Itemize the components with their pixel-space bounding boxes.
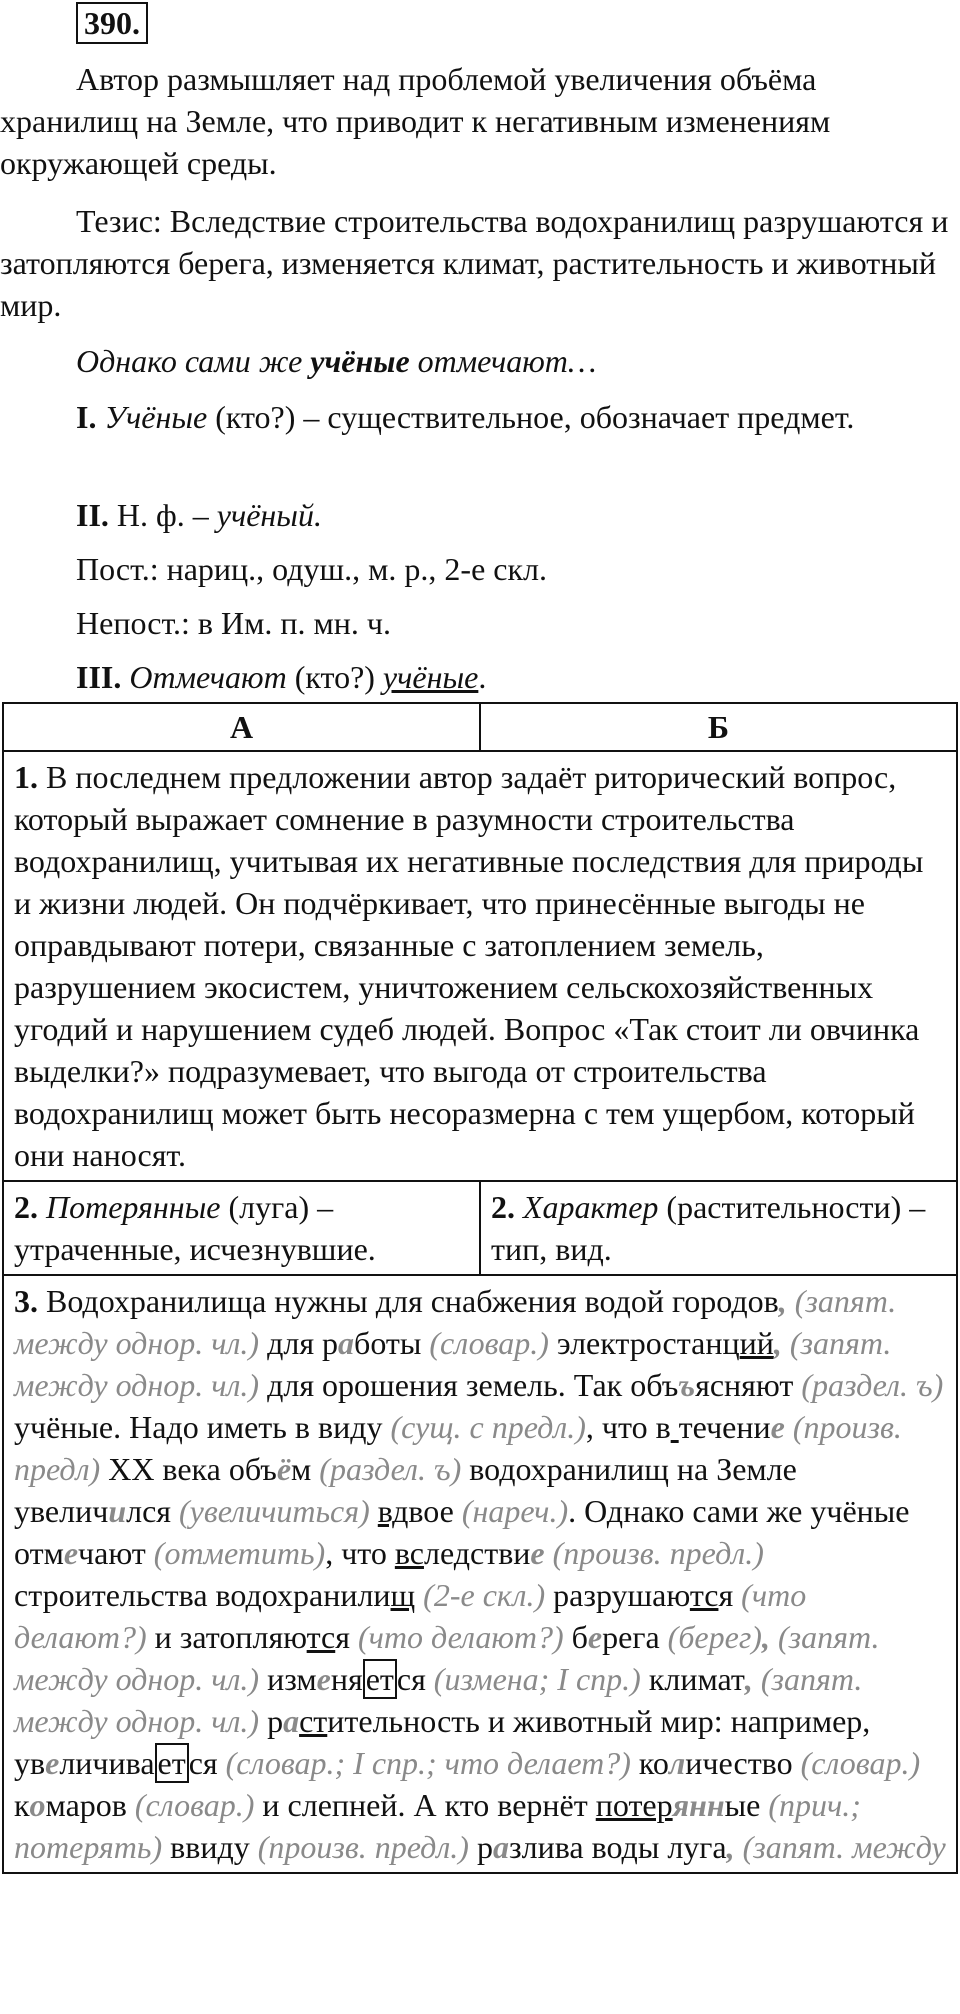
row-3-cell	[3, 1275, 957, 1873]
intro-paragraph: Автор размышляет над проблемой увеличения объёма хранилищ на Земле, что приводит к негативным изменениям окружающей среды.	[0, 61, 831, 181]
column-a-header: А	[3, 703, 480, 751]
row-2a-cell: 2. Потерянные (луга) – утраченные, исчезнувшие.	[3, 1181, 480, 1275]
column-b-header: Б	[480, 703, 957, 751]
quote-line: Однако сами же учёные отмечают…	[76, 343, 597, 379]
analysis-table	[2, 702, 958, 1874]
analysis-i: I. Учёные (кто?) – существительное, обозначает предмет.	[76, 399, 855, 435]
row-2b-cell: 2. Характер (растительности) – тип, вид.	[480, 1181, 957, 1275]
thesis-paragraph: Тезис: Вследствие строительства водохранилищ разрушаются и затопляются берега, изменяется климат, растительность и животный мир.	[0, 203, 949, 323]
analysis-ii: II. Н. ф. – учёный.	[76, 497, 322, 533]
row-3-text: 3. Водохранилища нужны для снабжения водой городов, (запят. между однор. чл.) для работы (словар.) электростанций, (запят. между однор. чл.) для орошения земель. Так объъясняют (раздел. ъ) учёные. Надо иметь в виду (сущ. с предл.), что в течение (произв. предл) XX века объём (раздел. ъ) водохранилищ на Земле увеличился (увеличиться) вдвое (нареч.). Однако сами же учёные отмечают (отметить), что вследствие (произв. предл.) строительства водохранилищ (2-е скл.) разрушаются (что делают?) и затопляются (что делают?) берега (берег), (запят. между однор. чл.) изменяется (измена; I спр.) климат, (запят. между однор. чл.) растительность и животный мир: например, увеличивается (словар.; I спр.; что делает?) количество (словар.) комаров (словар.) и слепней. А кто вернёт потерянные (прич.; потерять) ввиду (произв. предл.) разлива воды луга, (запят. между	[14, 1283, 946, 1865]
analysis-iii: III. Отмечают (кто?) учёные.	[76, 659, 487, 695]
analysis-post: Пост.: нариц., одуш., м. р., 2-е скл.	[76, 551, 547, 587]
analysis-nepost: Непост.: в Им. п. мн. ч.	[76, 605, 391, 641]
exercise-number: 390.	[76, 2, 148, 44]
row-1-cell: 1. В последнем предложении автор задаёт риторический вопрос, который выражает сомнение в разумности строительства водохранилищ, учитывая их негативные последствия для природы и жизни людей. Он подчёркивает, что принесённые выгоды не оправдывают потери, связанные с затоплением земель, разрушением экосистем, уничтожением сельскохозяйственных угодий и нарушением судеб людей. Вопрос «Так стоит ли овчинка выделки?» подразумевает, что выгода от строительства водохранилищ может быть несоразмерна с тем ущербом, который они наносят.	[3, 751, 957, 1181]
